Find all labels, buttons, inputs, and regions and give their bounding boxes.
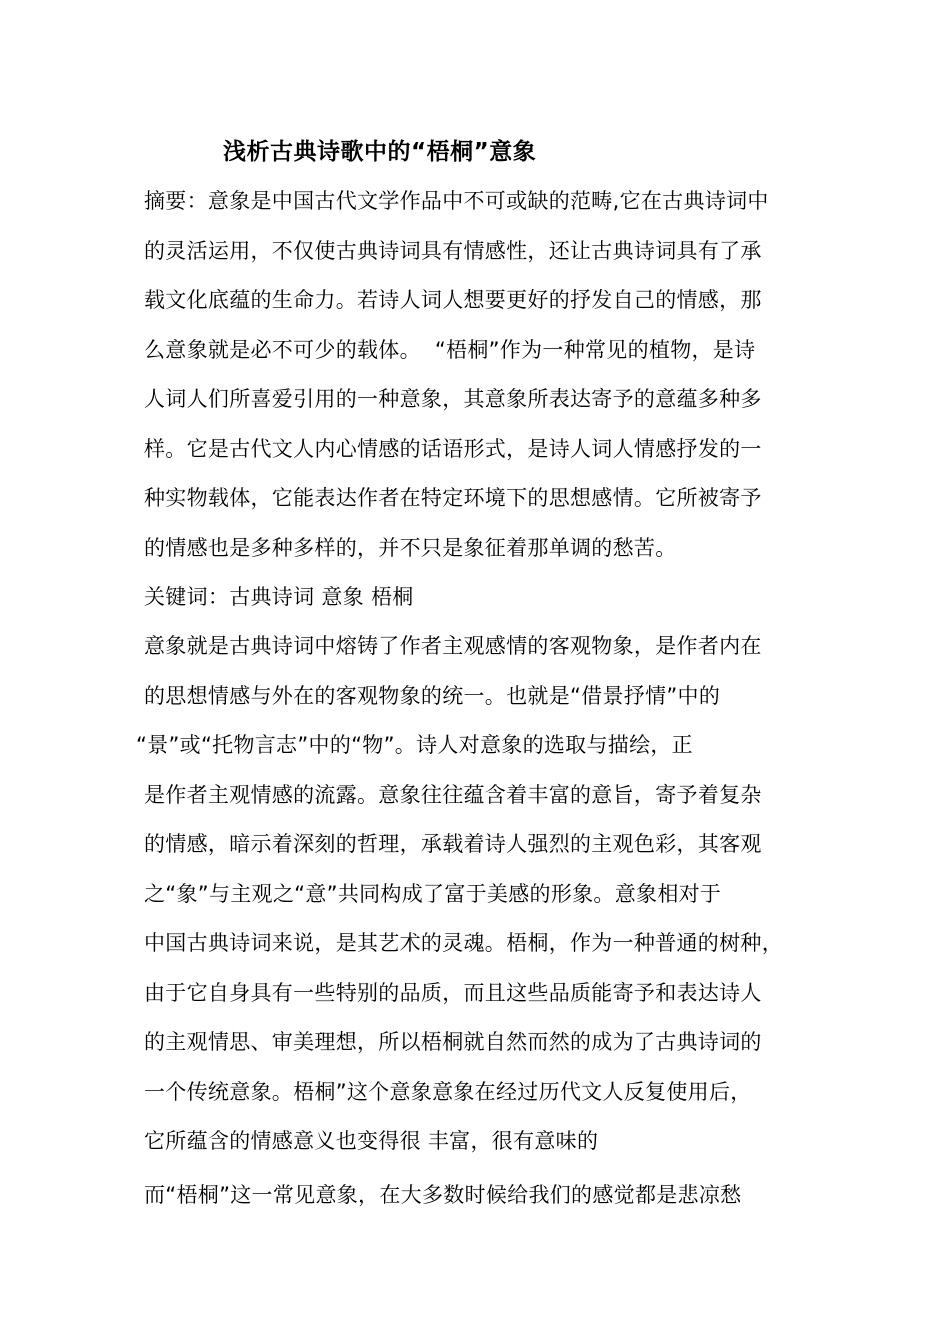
body-line: 意象就是古典诗词中熔铸了作者主观感情的客观物象，是作者内在: [144, 634, 762, 658]
body-line: 的主观情思、审美理想，所以梧桐就自然而然的成为了古典诗词的: [144, 1030, 762, 1054]
abstract-paragraph: [144, 177, 814, 573]
keywords-section: [144, 573, 814, 623]
body-line: 是作者主观情感的流露。意象往往蕴含着丰富的意旨，寄予着复杂: [144, 782, 762, 807]
body-paragraph: [136, 622, 814, 1167]
document-title: 浅析古典诗歌中的“梧桐”意象: [223, 139, 537, 165]
body-line: “景”或“托物言志”中的“物”。诗人对意象的选取与描绘，正: [136, 733, 693, 757]
abstract-line: 样。它是古代文人内心情感的话语形式，是诗人词人情感抒发的一: [144, 436, 762, 461]
body-line: 之“象”与主观之“意”共同构成了富于美感的形象。意象相对于: [144, 881, 722, 906]
abstract-line: 摘要：意象是中国古代文学作品中不可或缺的范畴,它在古典诗词中: [144, 189, 769, 213]
body-line: 的情感，暗示着深刻的哲理，承载着诗人强烈的主观色彩，其客观: [144, 832, 762, 856]
abstract-line: 的灵活运用，不仅使古典诗词具有情感性，还让古典诗词具有了承: [144, 238, 762, 263]
abstract-line: 的情感也是多种多样的，并不只是象征着那单调的愁苦。: [144, 535, 677, 560]
keywords-line: 关键词：古典诗词 意象 梧桐: [144, 585, 414, 609]
closing-line: 而“梧桐”这一常见意象，在大多数时候给我们的感觉都是悲凉愁: [144, 1183, 742, 1207]
abstract-line: 么意象就是必不可少的载体。 “梧桐”作为一种常见的植物，是诗: [144, 337, 756, 362]
closing-paragraph: [144, 1171, 814, 1221]
abstract-line: 载文化底蕴的生命力。若诗人词人想要更好的抒发自己的情感，那: [144, 288, 762, 312]
abstract-line: 人词人们所喜爱引用的一种意象，其意象所表达寄予的意蕴多种多: [144, 387, 762, 411]
body-line: 它所蕴含的情感意义也变得很 丰富，很有意味的: [144, 1129, 599, 1153]
body-line: 中国古典诗词来说，是其艺术的灵魂。梧桐，作为一种普通的树种，: [144, 931, 783, 955]
body-line: 一个传统意象。梧桐”这个意象意象在经过历代文人反复使用后，: [144, 1079, 752, 1104]
abstract-line: 种实物载体，它能表达作者在特定环境下的思想感情。它所被寄予: [144, 486, 762, 510]
body-line: 由于它自身具有一些特别的品质，而且这些品质能寄予和表达诗人: [144, 980, 762, 1005]
body-line: 的思想情感与外在的客观物象的统一。也就是“借景抒情”中的: [144, 683, 721, 708]
